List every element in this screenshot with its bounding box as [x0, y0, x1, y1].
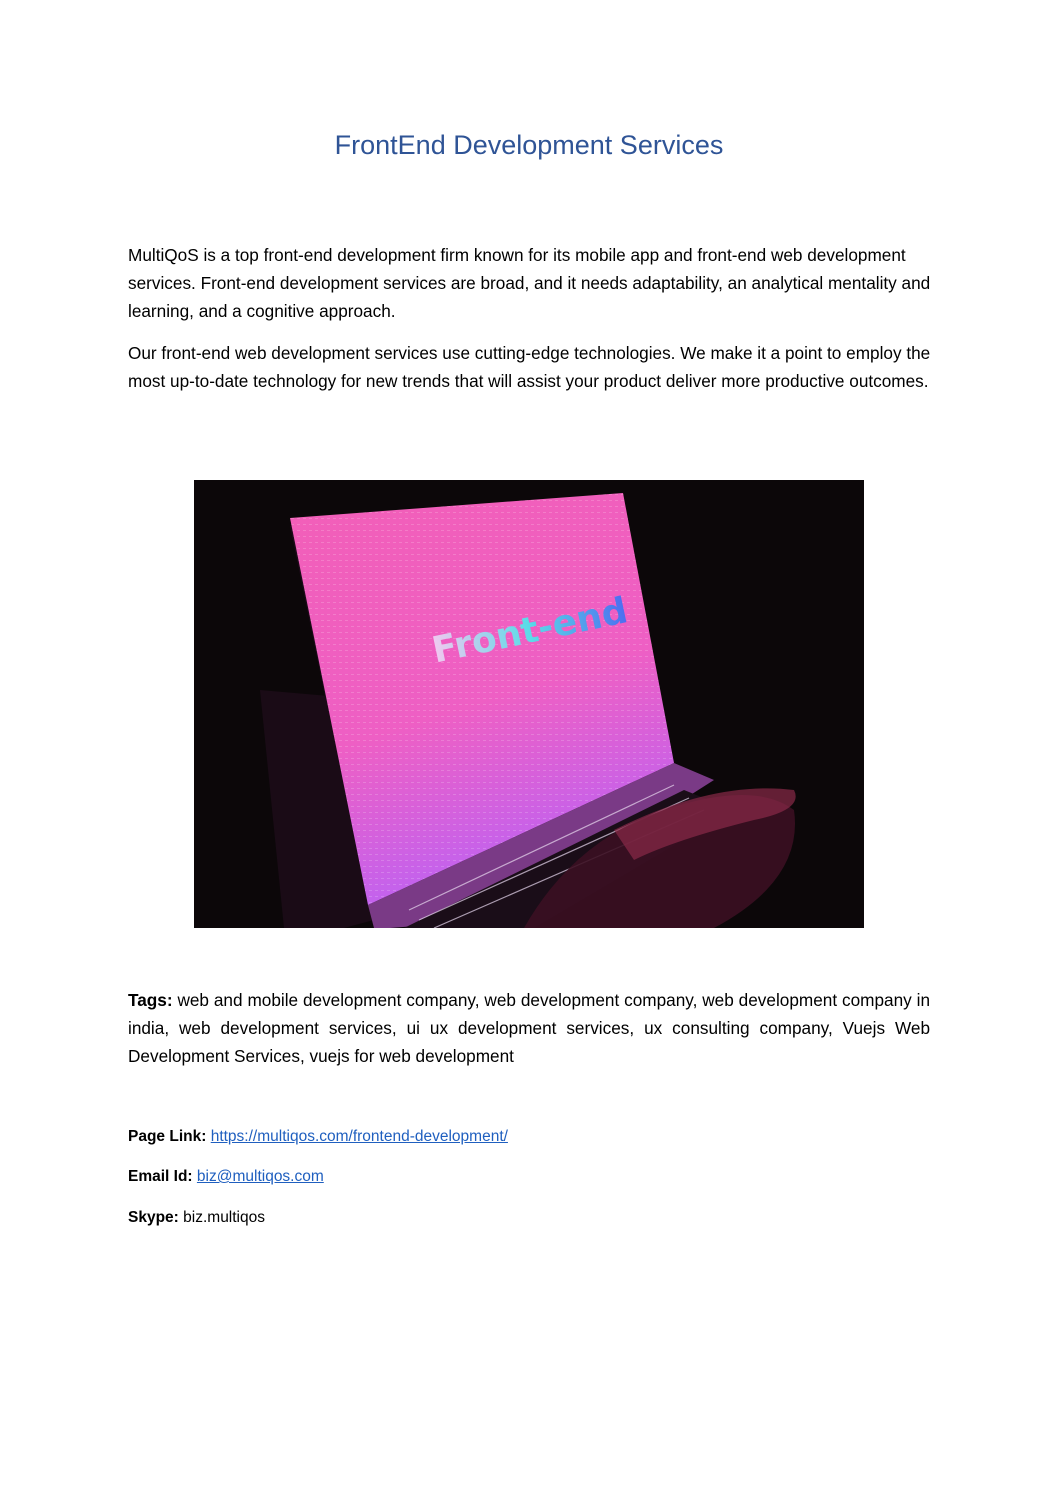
skype-id: biz.multiqos: [183, 1209, 265, 1226]
tags-text: web and mobile development company, web development company, web development company in india, web development services, ui ux development services, ux consulting company, Vuejs Web Development Services, vuejs for web development: [128, 990, 930, 1066]
skype-row: [128, 1209, 265, 1227]
services-paragraph: Our front-end web development services use cutting-edge technologies. We make it a point to employ the most up-to-date technology for new trends that will assist your product deliver more productive outcomes.: [128, 343, 931, 391]
skype-label: Skype:: [128, 1209, 179, 1226]
page-link-label: Page Link:: [128, 1128, 207, 1145]
page-link-row: [128, 1128, 508, 1146]
page-link[interactable]: https://multiqos.com/frontend-development/: [210, 1128, 508, 1145]
tags-paragraph: [128, 986, 930, 1070]
intro-paragraph: MultiQoS is a top front-end development firm known for its mobile app and front-end web development services. Front-end development services are broad, and it needs adaptability, an analytical mentality and learning, and a cognitive approach.: [128, 245, 931, 321]
email-label: Email Id:: [128, 1168, 193, 1185]
laptop-hero-image: [194, 480, 864, 928]
email-link[interactable]: biz@multiqos.com: [196, 1168, 324, 1185]
email-row: [128, 1168, 324, 1186]
screen-text: Front-end: [428, 590, 632, 672]
page-title: FrontEnd Development Services: [334, 130, 724, 160]
tags-label: Tags:: [128, 990, 173, 1010]
